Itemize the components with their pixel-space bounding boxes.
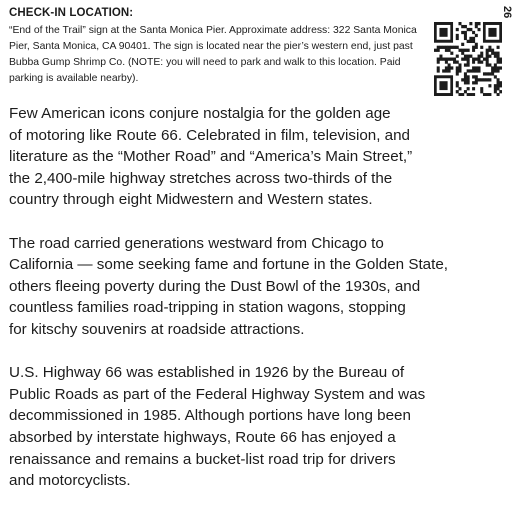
article-body: [9, 103, 509, 513]
paragraph: The road carried generations westward from Chicago to California — some seeking fame and fortune in the Golden State, others fleeing poverty during the Dust Bowl of the 1930s, and countless families road-tripping in station wagons, stopping for kitschy souvenirs at roadside attractions.: [9, 234, 448, 338]
checkin-location-block: [9, 6, 419, 87]
checkin-title: CHECK-IN LOCATION:: [9, 7, 134, 19]
paragraph: Few American icons conjure nostalgia for the golden age of motoring like Route 66. Celebrated in film, television, and literature as the “Mother Road” and “America’s Main Street,” the 2,400-mile highway stretches across two-thirds of the country through eight Midwestern and Western states.: [9, 105, 413, 209]
paragraph: U.S. Highway 66 was established in 1926 by the Bureau of Public Roads as part of the Federal Highway System and was decommissioned in 1985. Although portions have long been absorbed by interstate highways, Route 66 has enjoyed a renaissance and remains a bucket-list road trip for drivers and motorcyclists.: [9, 364, 426, 490]
qr-code-icon[interactable]: [434, 22, 502, 96]
page-number: 26: [501, 6, 513, 19]
checkin-description: “End of the Trail” sign at the Santa Monica Pier. Approximate address: 322 Santa Monica Pier, Santa Monica, CA 90401. The sign is located near the pier’s western end, just past Bubba Gump Shrimp Co. (NOTE: you will need to park and walk to this location. Paid parking is available nearby).: [9, 25, 417, 84]
